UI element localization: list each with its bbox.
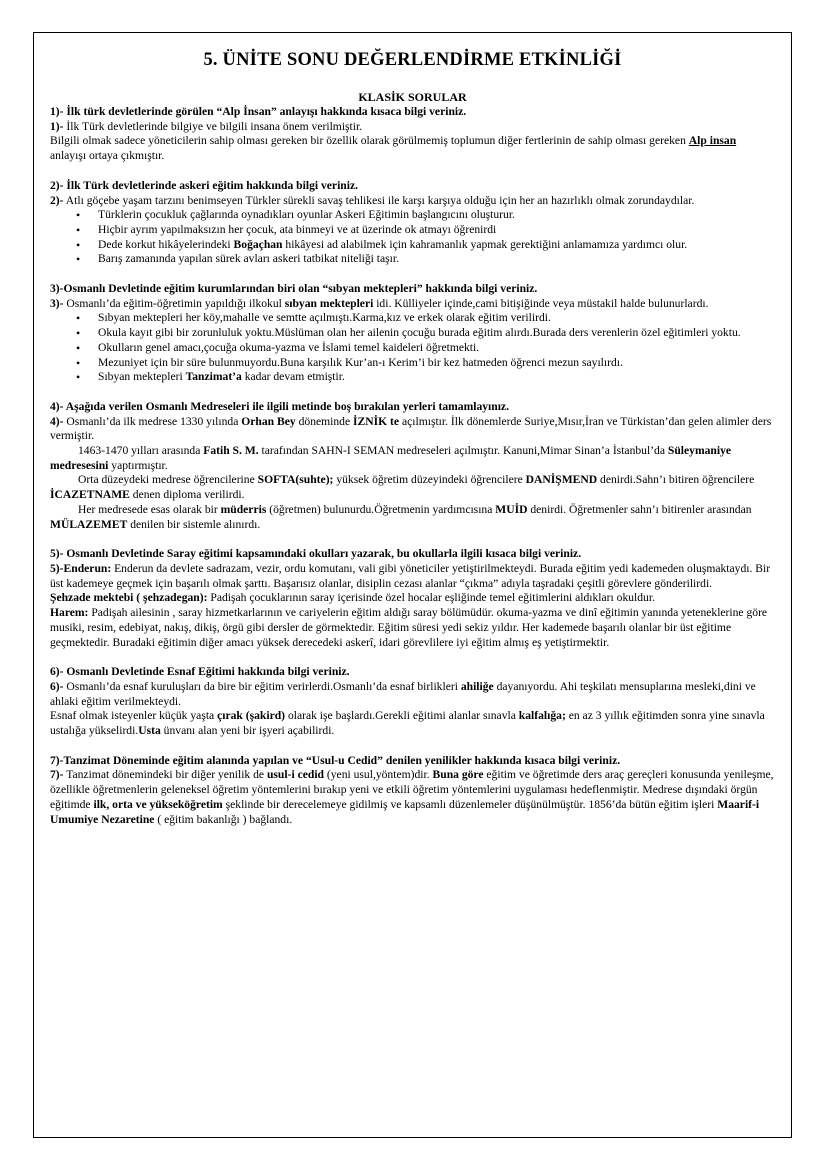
list-item: • Okulların genel amacı,çocuğa okuma-yazma ve İslami temel kaideleri öğretmekti. xyxy=(98,341,775,356)
question-6 xyxy=(50,665,775,739)
question-5 xyxy=(50,547,775,650)
list-item: • Dede korkut hikâyelerindeki Boğaçhan hikâyesi ad alabilmek için kahramanlık yapmak gerektiğini anlamamıza yardımcı olur. xyxy=(98,238,775,253)
question-7-text: 7)-Tanzimat Döneminde eğitim alanında yapılan ve “Usul-u Cedid” denilen yenilikler hakkında kısaca bilgi veriniz. xyxy=(50,753,621,767)
section-subtitle: KLASİK SORULAR xyxy=(358,90,467,104)
question-4 xyxy=(50,400,775,532)
list-item: • Türklerin çocukluk çağlarında oynadıkları oyunlar Askeri Eğitimin başlangıcını oluşturur. xyxy=(98,208,775,223)
question-1-text: 1)- İlk türk devletlerinde görülen “Alp İnsan” anlayışı hakkında kısaca bilgi veriniz. xyxy=(50,105,467,118)
question-3 xyxy=(50,282,775,385)
question-6-text: 6)- Osmanlı Devletinde Esnaf Eğitimi hakkında bilgi veriniz. xyxy=(50,665,350,679)
answer-6-para2: Esnaf olmak isteyenler küçük yaşta çırak (şakird) olarak işe başlardı.Gerekli eğitimi alanlar sınavla kalfalığa; en az 3 yıllık eğitimden sonra yine sınavla ustalığa yükselirdi.Usta ünvanı alan yeni bir işyeri açabilirdi. xyxy=(50,709,765,738)
answer-4-para4: Her medresede esas olarak bir müderris (öğretmen) bulunurdu.Öğretmenin yardımcısına MUİD denirdi. Öğretmenler sahn’ı bitirenler arasından MÜLAZEMET denilen bir sistemle alınırdı. xyxy=(50,502,752,531)
question-3-text: 3)-Osmanlı Devletinde eğitim kurumlarından biri olan “sıbyan mektepleri” hakkında bilgi veriniz. xyxy=(50,282,538,296)
question-7 xyxy=(50,754,775,828)
answer-1-line1: 1)- İlk Türk devletlerinde bilgiye ve bilgili insana önem verilmiştir. xyxy=(50,119,363,133)
list-item: • Mezuniyet için bir süre bulunmuyordu.Buna karşılık Kur’an-ı Kerim’i bir kez hatmeden öğrenci mezun sayılırdı. xyxy=(98,356,775,371)
list-item: • Hiçbir ayrım yapılmaksızın her çocuk, ata binmeyi ve at üzerinde ok atmayı öğrenirdi xyxy=(98,223,775,238)
answer-4-para1: 4)- Osmanlı’da ilk medrese 1330 yılında Orhan Bey döneminde İZNİK te açılmıştır. İlk dönemlerde Suriye,Mısır,İran ve Türkistan’dan gelen alimler ders vermiştir. xyxy=(50,414,772,443)
answer-5-harem: Harem: Padişah ailesinin , saray hizmetkarlarının ve cariyelerin eğitim aldığı saray bölümüdür. okuma-yazma ve dinî eğitimin yanında yeteneklerine göre musiki, resim, edebiyat, nakış, dikiş, örgü gibi dersler de görmektedir. Eğitim süresi yedi sekiz yıldır. Her kademede başarılı olanlar bir üst eğitime geçmektedir. Buradaki eğitimin diğer amacı yüksek derecedeki askerî, idari görevlilere iyi eğitim almış eş yetiştirmektir. xyxy=(50,606,768,649)
answer-5-enderun: 5)-Enderun: Enderun da devlete sadrazam, vezir, ordu komutanı, vali gibi yöneticiler yetiştirilmekteydi. Burada eğitim yedi kademeden oluşmaktaydı. Bir üst kademeye geçmek için başarılı olmak şarttı. Başarısız olanlar, disiplin cezası alanlar “çıkma” adıyla taşradaki çeşitli görevlere gönderilirdi. xyxy=(50,561,771,590)
answer-2-list xyxy=(50,208,775,267)
answer-4-para2: 1463-1470 yılları arasında Fatih S. M. tarafından SAHN-I SEMAN medreseleri açılmıştır. Kanuni,Mimar Sinan’a İstanbul’da Süleymaniye medresesini yaptırmıştır. xyxy=(50,444,732,472)
question-4-text: 4)- Aşağıda verilen Osmanlı Medreseleri ile ilgili metinde boş bırakılan yerleri tamamlayınız. xyxy=(50,399,509,413)
question-2 xyxy=(50,179,775,267)
page-title: 5. ÜNİTE SONU DEĞERLENDİRME ETKİNLİĞİ xyxy=(203,50,622,70)
answer-7: 7)- Tanzimat dönemindeki bir diğer yenilik de usul-i cedid (yeni usul,yöntem)dir. Buna göre eğitim ve öğretimde ders araç gereçleri konusunda yenileşme, özellikle öğretmenlerin geleneksel öğretim yöntemlerini bırakıp yeni ve etkili öğretim yöntemlerini uygulaması hedeflenmiştir. Medrese dışındaki örgün eğitimde ilk, orta ve yükseköğretim şeklinde bir derecelemeye gidilmiş ve kapsamlı düzenlemeler düşünülmüştür. 1856’da bütün eğitim işleri Maarif-i Umumiye Nezaretine ( eğitim bakanlığı ) bağlandı. xyxy=(50,768,774,826)
list-item: • Okula kayıt gibi bir zorunluluk yoktu.Müslüman olan her ailenin çocuğu burada eğitim alırdı.Burada ders verenlerin özel eğitimleri yoktu. xyxy=(98,326,775,341)
answer-6-para1: 6)- Osmanlı’da esnaf kuruluşları da bire bir eğitim verirlerdi.Osmanlı’da esnaf birlikleri ahiliğe dayanıyordu. Ahi teşkilatı mensuplarına mesleki,dini ve ahlaki eğitim verilmekteydi. xyxy=(50,679,756,708)
question-1 xyxy=(50,105,775,164)
list-item: • Sıbyan mektepleri her köy,mahalle ve semtte açılmıştı.Karma,kız ve erkek olarak eğitim verilirdi. xyxy=(98,311,775,326)
question-5-text: 5)- Osmanlı Devletinde Saray eğitimi kapsamındaki okulları yazarak, bu okullarla ilgili kısaca bilgi veriniz. xyxy=(50,547,582,561)
answer-3-intro: 3)- Osmanlı’da eğitim-öğretimin yapıldığı ilkokul sıbyan mektepleri idi. Külliyeler içinde,cami bitişiğinde veya müstakil halde bulunurlardı. xyxy=(50,296,709,310)
question-2-text: 2)- İlk Türk devletlerinde askeri eğitim hakkında bilgi veriniz. xyxy=(50,178,359,192)
answer-4-para3: Orta düzeydeki medrese öğrencilerine SOFTA(suhte); yüksek öğretim düzeyindeki öğrencilere DANİŞMEND denirdi.Sahn’ı bitiren öğrencilere İCAZETNAME denen diploma verilirdi. xyxy=(50,473,755,502)
answer-1-line2: Bilgili olmak sadece yöneticilerin sahip olması gereken bir özellik olarak görülmemiş toplumun diğer fertlerinin de sahip olması gereken Alp insan anlayışı ortaya çıkmıştır. xyxy=(50,134,737,163)
answer-2-intro: 2)- Atlı göçebe yaşam tarzını benimseyen Türkler sürekli savaş tehlikesi ile karşı karşıya olduğu için her an hazırlıklı olmak zorundaydılar. xyxy=(50,193,695,207)
answer-5-sehzade: Şehzade mektebi ( şehzadegan): Padişah çocuklarının saray içerisinde özel hocalar eşliğinde temel eğitimlerini aldıkları okuldur. xyxy=(50,591,655,605)
answer-3-list xyxy=(50,311,775,385)
document-body xyxy=(50,50,775,827)
list-item: • Barış zamanında yapılan sürek avları askeri tatbikat niteliği taşır. xyxy=(98,252,775,267)
list-item: • Sıbyan mektepleri Tanzimat’a kadar devam etmiştir. xyxy=(98,370,775,385)
